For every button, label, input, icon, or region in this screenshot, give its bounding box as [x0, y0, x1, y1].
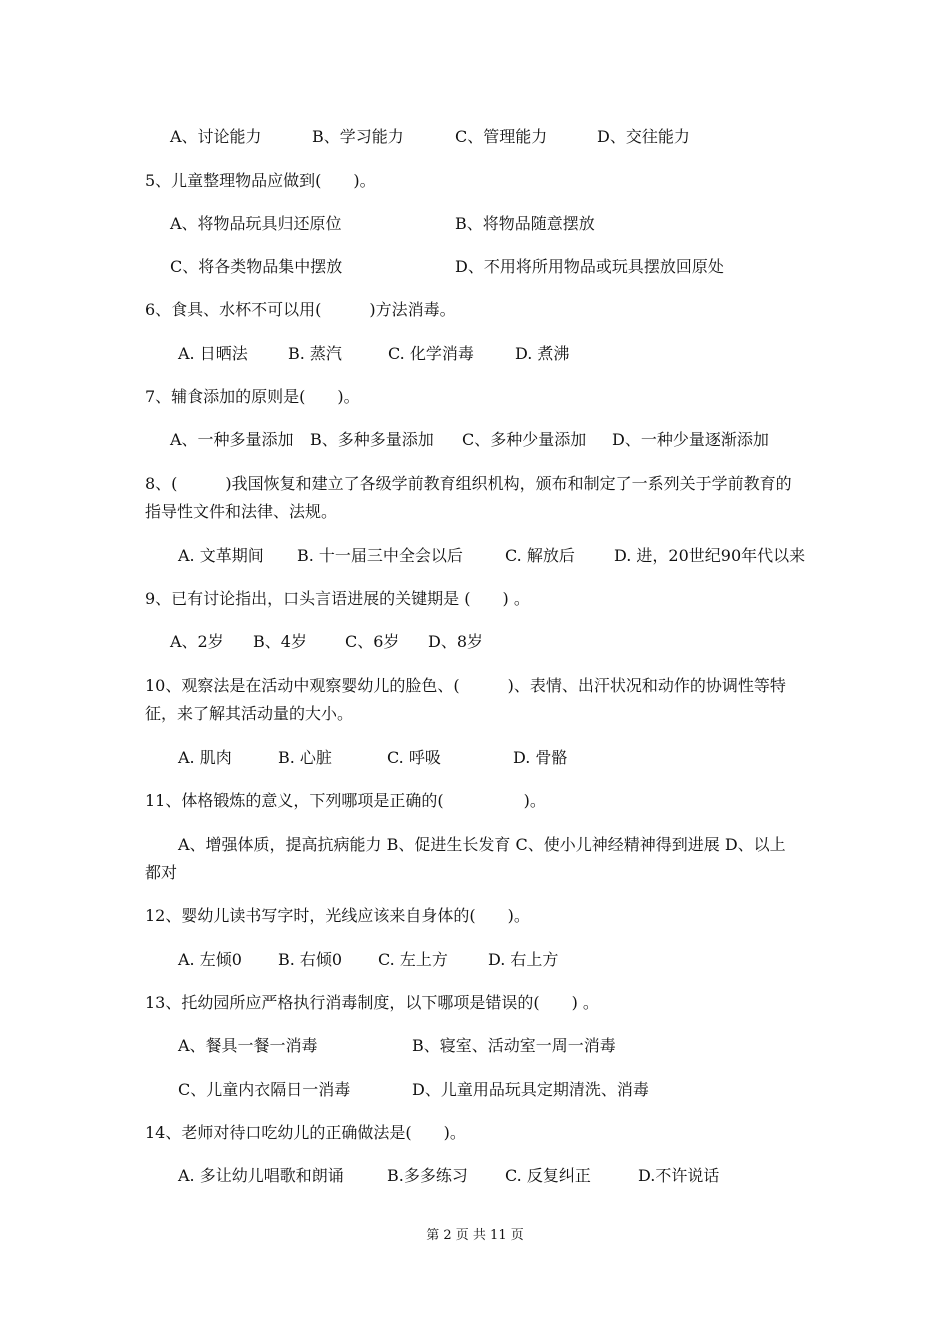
- q8-stem-line1: 8、( )我国恢复和建立了各级学前教育组织机构，颁布和制定了一系列关于学前教育的: [145, 474, 792, 493]
- q12-stem: 12、婴幼儿读书写字时，光线应该来自身体的( )。: [145, 906, 530, 925]
- q12-option-d: D. 右上方: [488, 950, 559, 969]
- q7-option-d: D、一种少量逐渐添加: [612, 430, 769, 449]
- q10-option-d: D. 骨骼: [513, 748, 568, 767]
- q13-option-a: A、餐具一餐一消毒: [178, 1036, 318, 1055]
- page-number-footer: 第 2 页 共 11 页: [426, 1228, 524, 1243]
- q10-stem-line1: 10、观察法是在活动中观察婴幼儿的脸色、( )、表情、出汗状况和动作的协调性等特: [145, 676, 786, 695]
- q4-option-c: C、管理能力: [455, 127, 548, 146]
- q8-option-d: D. 进，20世纪90年代以来: [614, 546, 806, 565]
- q7-stem: 7、辅食添加的原则是( )。: [145, 387, 360, 406]
- q11-options-line2: 都对: [145, 863, 178, 882]
- q10-option-c: C. 呼吸: [387, 748, 441, 767]
- q12-option-a: A. 左倾0: [178, 950, 242, 969]
- q9-option-a: A、2岁: [170, 632, 224, 651]
- q8-option-a: A. 文革期间: [178, 546, 264, 565]
- q13-option-d: D、儿童用品玩具定期清洗、消毒: [412, 1080, 649, 1099]
- q13-option-c: C、儿童内衣隔日一消毒: [178, 1080, 351, 1099]
- q9-option-c: C、6岁: [345, 632, 400, 651]
- q4-option-d: D、交往能力: [597, 127, 690, 146]
- q13-option-b: B、寝室、活动室一周一消毒: [412, 1036, 616, 1055]
- q9-option-b: B、4岁: [253, 632, 307, 651]
- q11-options-line1: A、增强体质，提高抗病能力 B、促进生长发育 C、使小儿神经精神得到进展 D、以上: [178, 835, 786, 854]
- q6-option-a: A. 日晒法: [178, 344, 248, 363]
- q5-stem: 5、儿童整理物品应做到( )。: [145, 171, 376, 190]
- q6-stem: 6、食具、水杯不可以用( )方法消毒。: [145, 300, 456, 319]
- q10-option-b: B. 心脏: [278, 748, 332, 767]
- q5-option-a: A、将物品玩具归还原位: [170, 214, 342, 233]
- q14-option-d: D.不许说话: [638, 1166, 720, 1185]
- q5-option-d: D、不用将所用物品或玩具摆放回原处: [455, 257, 724, 276]
- q14-option-a: A. 多让幼儿唱歌和朗诵: [178, 1166, 344, 1185]
- q8-option-c: C. 解放后: [505, 546, 575, 565]
- q8-option-b: B. 十一届三中全会以后: [297, 546, 463, 565]
- q10-stem-line2: 征，来了解其活动量的大小。: [145, 704, 354, 723]
- q5-option-c: C、将各类物品集中摆放: [170, 257, 343, 276]
- q10-option-a: A. 肌肉: [178, 748, 232, 767]
- q6-option-d: D. 煮沸: [515, 344, 570, 363]
- q5-option-b: B、将物品随意摆放: [455, 214, 595, 233]
- q14-option-b: B.多多练习: [387, 1166, 468, 1185]
- q6-option-b: B. 蒸汽: [288, 344, 342, 363]
- q13-stem: 13、托幼园所应严格执行消毒制度，以下哪项是错误的( ) 。: [145, 993, 599, 1012]
- q14-stem: 14、老师对待口吃幼儿的正确做法是( )。: [145, 1123, 466, 1142]
- q9-option-d: D、8岁: [428, 632, 484, 651]
- q4-option-a: A、讨论能力: [170, 127, 262, 146]
- q6-option-c: C. 化学消毒: [388, 344, 474, 363]
- q11-stem: 11、体格锻炼的意义，下列哪项是正确的( )。: [145, 791, 546, 810]
- q4-option-b: B、学习能力: [312, 127, 404, 146]
- q12-option-c: C. 左上方: [378, 950, 448, 969]
- q14-option-c: C. 反复纠正: [505, 1166, 591, 1185]
- q9-stem: 9、已有讨论指出，口头言语进展的关键期是 ( ) 。: [145, 589, 530, 608]
- q8-stem-line2: 指导性文件和法律、法规。: [145, 502, 338, 521]
- q12-option-b: B. 右倾0: [278, 950, 343, 969]
- q7-option-b: B、多种多量添加: [310, 430, 434, 449]
- q7-option-c: C、多种少量添加: [462, 430, 587, 449]
- q7-option-a: A、一种多量添加: [170, 430, 294, 449]
